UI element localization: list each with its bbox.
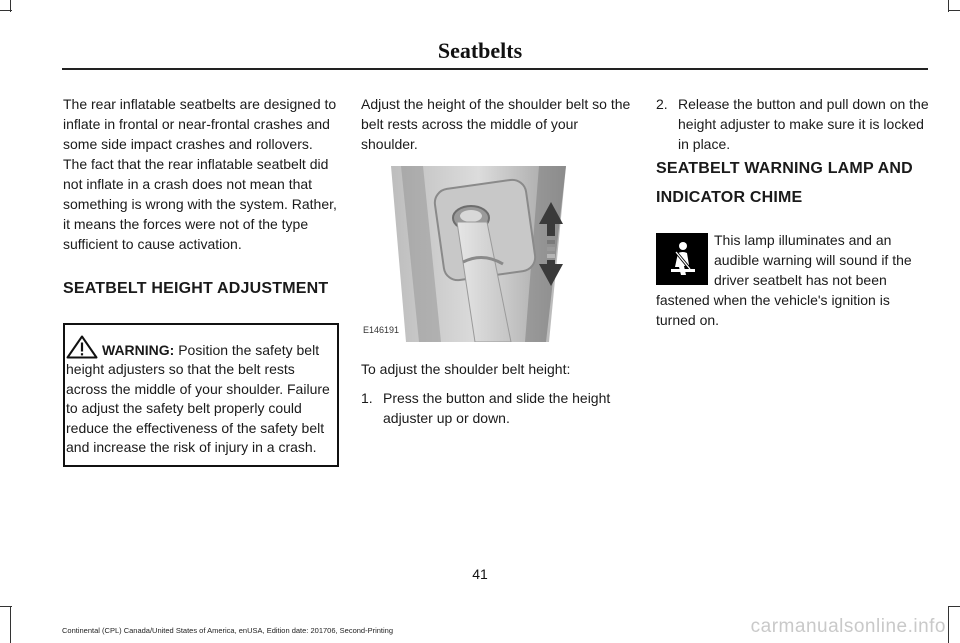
step-number: 2. — [656, 96, 668, 112]
crop-mark-bottom-right-h — [948, 606, 960, 607]
step-item — [361, 388, 633, 428]
warning-lamp-block — [656, 230, 930, 330]
page-title: Seatbelts — [437, 38, 523, 63]
crop-mark-top-right-h — [948, 10, 960, 11]
shoulder-belt-intro: Adjust the height of the shoulder belt so the belt rests across the middle of your shoulder. — [361, 96, 631, 152]
column-middle — [361, 94, 633, 428]
height-adjuster-image — [361, 166, 573, 342]
section-heading-height-adjustment: SEATBELT HEIGHT ADJUSTMENT — [63, 280, 329, 297]
step-text: Press the button and slide the height adjuster up or down. — [383, 390, 611, 426]
warning-label: WARNING: — [102, 342, 175, 358]
inflatable-seatbelt-paragraph: The rear inflatable seatbelts are designed to inflate in frontal or near-frontal crashes and some side impact crashes and rollovers. The fact that the rear inflatable seatbelt did not inflate in a crash does not mean that something is wrong with the system. Rather, it means the forces were not of the type sufficient to cause activation. — [63, 96, 337, 252]
column-left — [63, 94, 339, 467]
section-heading-line2: INDICATOR CHIME — [656, 189, 803, 206]
warning-lamp-description: This lamp illuminates and an audible warning will sound if the driver seatbelt has not been fastened when the vehicle's ignition is turned on. — [656, 232, 912, 328]
figure-label: E146191 — [363, 325, 400, 335]
adjust-steps — [361, 359, 633, 428]
section-heading-warning-lamp — [656, 154, 930, 212]
section-heading-line1: SEATBELT WARNING LAMP AND — [656, 160, 913, 177]
crop-mark-bottom-left-h — [0, 606, 12, 607]
column-right — [656, 94, 930, 330]
page-number: 41 — [472, 566, 488, 582]
warning-triangle-icon — [66, 335, 98, 359]
warning-box — [63, 323, 339, 467]
step-item — [656, 94, 930, 154]
edition-footer: Continental (CPL) Canada/United States of America, enUSA, Edition date: 201706, Second-Printing — [62, 626, 394, 635]
watermark: carmanualsonline.info — [750, 616, 946, 637]
step-number: 1. — [361, 390, 373, 406]
warning-text: Position the safety belt height adjusters so that the belt rests across the middle of your shoulder. Failure to adjust the safety belt properly could reduce the effectiveness of the safety belt and increase the risk of injury in a crash. — [66, 342, 330, 456]
instructions-lead: To adjust the shoulder belt height: — [361, 361, 571, 377]
crop-mark-top-left-h — [0, 10, 12, 11]
header-divider — [62, 68, 928, 70]
step-text: Release the button and pull down on the height adjuster to make sure it is locked in place. — [678, 96, 929, 152]
crop-mark-bottom-left-v — [10, 606, 11, 643]
seatbelt-warning-icon — [656, 233, 708, 285]
crop-mark-bottom-right-v — [948, 606, 949, 643]
height-adjuster-illustration — [361, 166, 573, 342]
